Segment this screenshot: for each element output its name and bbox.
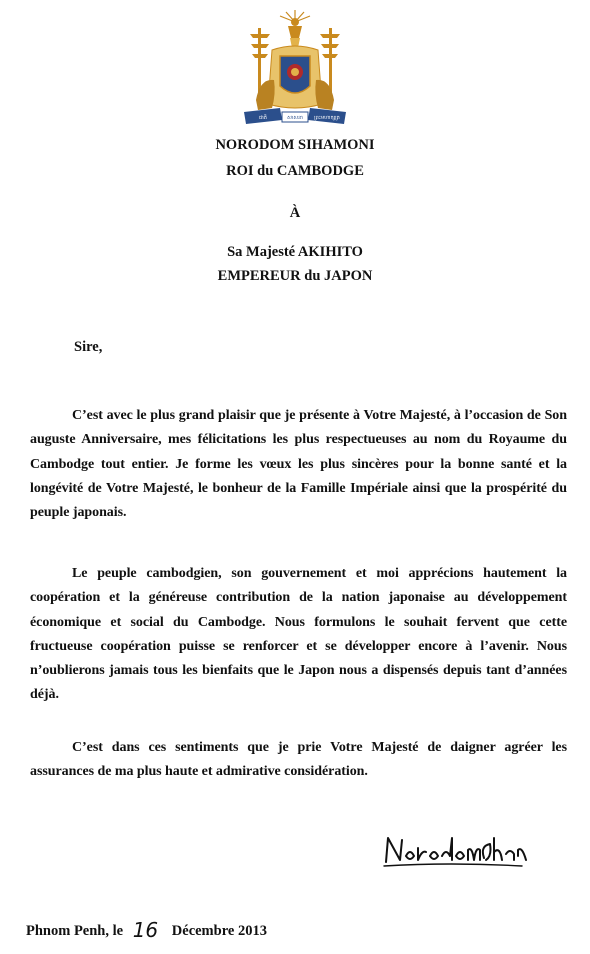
- paragraph-3: C’est dans ces sentiments que je prie Votre Majesté de daigner agréer les assurances de ma plus haute et admirative considération.: [30, 740, 567, 780]
- sender-name: NORODOM SIHAMONI: [215, 137, 375, 153]
- royal-arms-icon: [236, 8, 354, 132]
- salutation: Sire,: [74, 339, 103, 355]
- emblem-banner-center: សាសនា: [287, 115, 303, 121]
- emblem-banner-right: ព្រះមហាក្សត្រ: [314, 115, 340, 121]
- date-day-handwritten: 16: [132, 918, 159, 942]
- date-month-year: Décembre 2013: [171, 923, 267, 939]
- paragraph-1: C’est avec le plus grand plaisir que je présente à Votre Majesté, à l’occasion de Son auguste Anniversaire, mes félicitations les plus respectueuses au nom du Royaume du Cambodge tout entier. Je forme les vœux les plus sincères pour la bonne santé et la longévité de Votre Majesté, le bonheur de la Famille Impériale ainsi que la prospérité du peuple japonais.: [30, 408, 567, 521]
- addressee-preposition: À: [289, 205, 301, 221]
- date-place: Phnom Penh, le: [26, 923, 124, 939]
- paragraph-2: Le peuple cambodgien, son gouvernement et moi apprécions hautement la coopération et la généreuse contribution de la nation japonaise au développement économique et social du Cambodge. Nous formulons le souhait fervent que cette fructueuse coopération puisse se renforcer et se développer encore à l’avenir. Nous n’oublierons jamais tous les bienfaits que le Japon nous a dispensés depuis tant d’années déjà.: [30, 566, 567, 703]
- emblem-banner-left: ជាតិ: [259, 115, 267, 121]
- handwritten-signature-icon: [380, 826, 530, 870]
- sender-title: ROI du CAMBODGE: [226, 163, 364, 179]
- recipient-name: Sa Majesté AKIHITO: [227, 244, 363, 260]
- recipient-title: EMPEREUR du JAPON: [217, 268, 373, 284]
- place-and-date: [26, 916, 267, 940]
